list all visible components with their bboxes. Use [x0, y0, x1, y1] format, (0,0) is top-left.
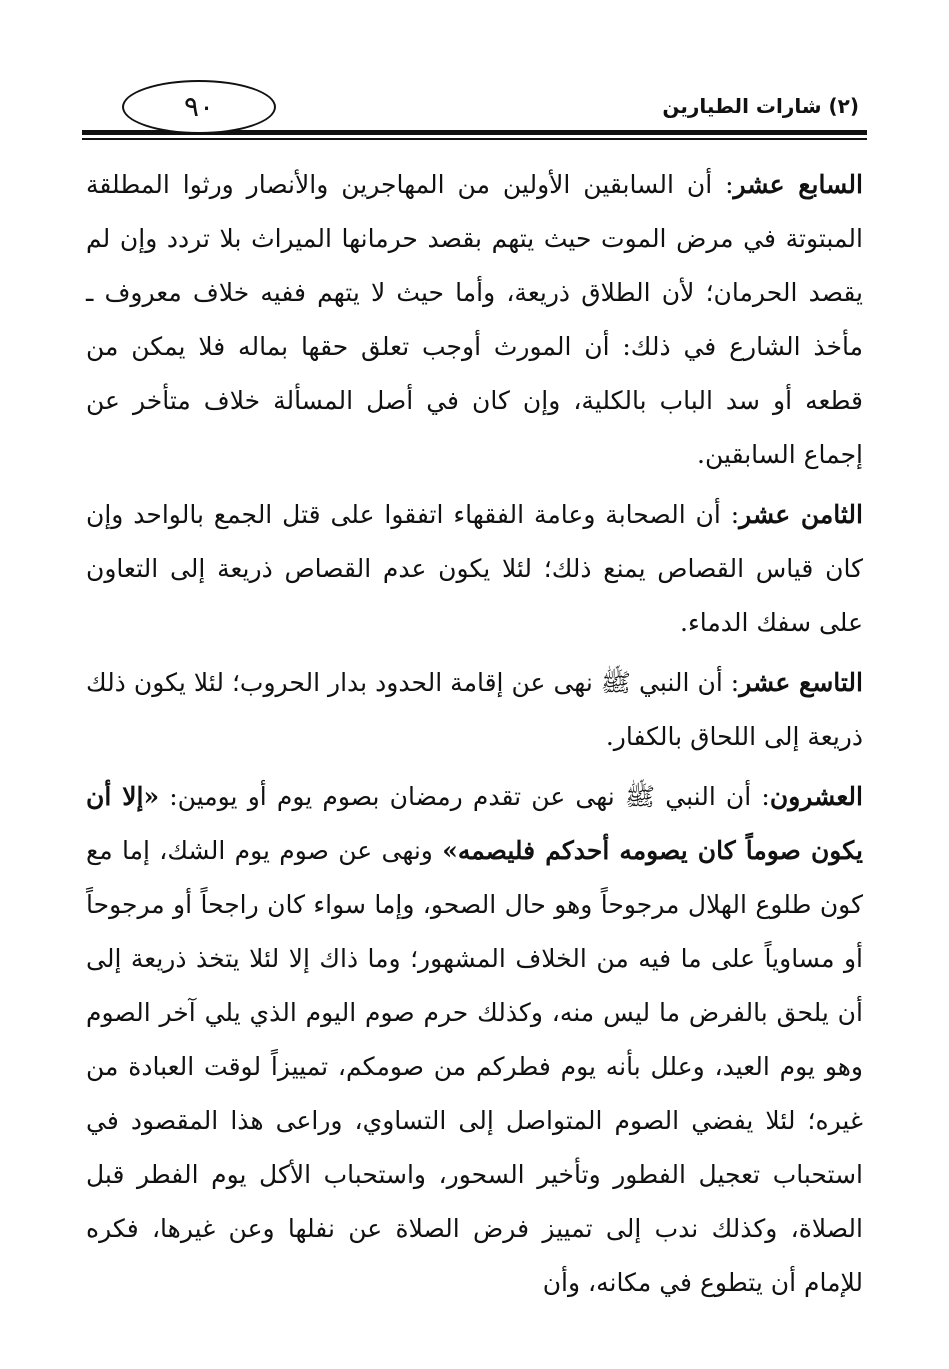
page-number: ٩٠ [122, 80, 276, 134]
paragraph-text: : أن النبي ﷺ نهى عن إقامة الحدود بدار الحروب؛ لئلا يكون ذلك ذريعة إلى اللحاق بالكفار. [86, 668, 863, 751]
paragraph-heading: العشرون [769, 782, 863, 811]
paragraph-heading: السابع عشر [733, 170, 863, 199]
paragraph-18 [86, 488, 863, 650]
running-title: (٢) شارات الطيارين [662, 94, 859, 118]
header-rule-thin [82, 138, 867, 140]
paragraph-text: : أن الصحابة وعامة الفقهاء اتفقوا على قتل الجمع بالواحد وإن كان قياس القصاص يمنع ذلك؛ لئلا يكون عدم القصاص ذريعة إلى التعاون على سفك الدماء. [86, 500, 863, 637]
paragraph-text: : أن السابقين الأولين من المهاجرين والأنصار ورثوا المطلقة المبتوتة في مرض الموت حيث يتهم بقصد حرمانها الميراث بلا تردد وإن لم يقصد الحرمان؛ لأن الطلاق ذريعة، وأما حيث لا يتهم ففيه خلاف معروف ـ مأخذ الشارع في ذلك: أن المورث أوجب تعلق حقها بماله فلا يمكن من قطعه أو سد الباب بالكلية، وإن كان في أصل المسألة خلاف متأخر عن إجماع السابقين. [86, 170, 863, 469]
hadith-quote: «إلا أن يكون صوماً كان يصومه أحدكم فليصمه» [86, 782, 863, 865]
paragraph-19 [86, 656, 863, 764]
paragraph-17 [86, 158, 863, 482]
page-body [86, 158, 863, 1316]
paragraph-text: : أن النبي ﷺ نهى عن تقدم رمضان بصوم يوم أو يومين: [159, 782, 770, 811]
page-header [82, 74, 867, 148]
paragraph-20 [86, 770, 863, 1310]
paragraph-heading: الثامن عشر [739, 500, 863, 529]
paragraph-heading: التاسع عشر [739, 668, 863, 697]
paragraph-text-continued: ونهى عن صوم يوم الشك، إما مع كون طلوع الهلال مرجوحاً وهو حال الصحو، وإما سواء كان راجحاً أو مرجوحاً أو مساوياً على ما فيه من الخلاف المشهور؛ وما ذاك إلا لئلا يتخذ ذريعة إلى أن يلحق بالفرض ما ليس منه، وكذلك حرم صوم اليوم الذي يلي آخر الصوم وهو يوم العيد، وعلل بأنه يوم فطركم من صومكم، تمييزاً لوقت العبادة من غيره؛ لئلا يفضي الصوم المتواصل إلى التساوي، وراعى هذا المقصود في استحباب تعجيل الفطور وتأخير السحور، واستحباب الأكل يوم الفطر قبل الصلاة، وكذلك ندب إلى تمييز فرض الصلاة عن نفلها وعن غيرها، فكره للإمام أن يتطوع في مكانه، وأن [86, 836, 863, 1297]
